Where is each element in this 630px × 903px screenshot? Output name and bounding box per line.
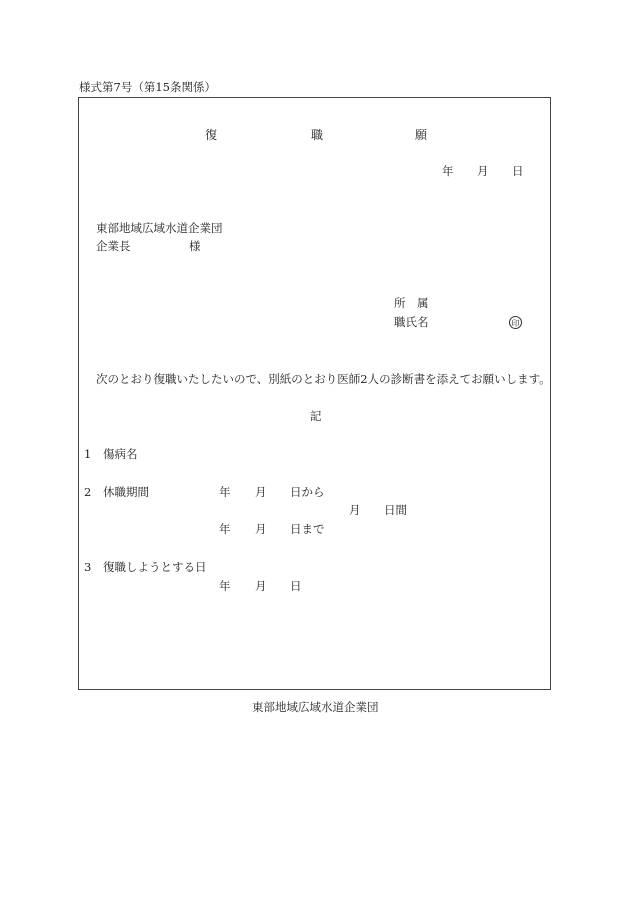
item3-label: 復職しようとする日 bbox=[103, 560, 207, 574]
item2-to-month: 月 bbox=[255, 522, 267, 536]
form-number: 様式第7号（第15条関係） bbox=[79, 80, 216, 94]
title-char-1: 復 bbox=[205, 128, 218, 142]
item2-number: 2 bbox=[84, 485, 92, 499]
item2-duration-month: 月 bbox=[349, 503, 361, 517]
item2-duration-day: 日間 bbox=[384, 503, 407, 517]
name-label: 職氏名 bbox=[394, 315, 429, 329]
date-month: 月 bbox=[477, 164, 489, 178]
affiliation-label: 所 属 bbox=[394, 296, 429, 310]
item2-from-day: 日から bbox=[290, 485, 325, 499]
addressee-org: 東部地域広域水道企業団 bbox=[96, 221, 223, 235]
item3-number: 3 bbox=[84, 560, 92, 574]
form-frame bbox=[78, 97, 551, 690]
item2-from-year: 年 bbox=[219, 485, 231, 499]
item2-to-day: 日まで bbox=[290, 522, 325, 536]
footer-org: 東部地域広域水道企業団 bbox=[252, 700, 379, 714]
body-text: 次のとおり復職いたしたいので、別紙のとおり医師2人の診断書を添えてお願いします。 bbox=[96, 372, 551, 386]
item2-from-month: 月 bbox=[255, 485, 267, 499]
date-day: 日 bbox=[512, 164, 524, 178]
ki-label: 記 bbox=[310, 409, 322, 423]
title-char-3: 願 bbox=[415, 128, 428, 142]
title-char-2: 職 bbox=[311, 128, 324, 142]
item2-to-year: 年 bbox=[219, 522, 231, 536]
item3-year: 年 bbox=[219, 579, 231, 593]
seal-icon: 印 bbox=[509, 316, 522, 329]
item1-number: 1 bbox=[84, 447, 92, 461]
date-year: 年 bbox=[442, 164, 454, 178]
item3-day: 日 bbox=[290, 579, 302, 593]
item3-month: 月 bbox=[255, 579, 267, 593]
item1-label: 傷病名 bbox=[103, 447, 138, 461]
addressee-honorific: 様 bbox=[189, 239, 201, 253]
addressee-role: 企業長 bbox=[96, 239, 131, 253]
item2-label: 休職期間 bbox=[103, 485, 149, 499]
